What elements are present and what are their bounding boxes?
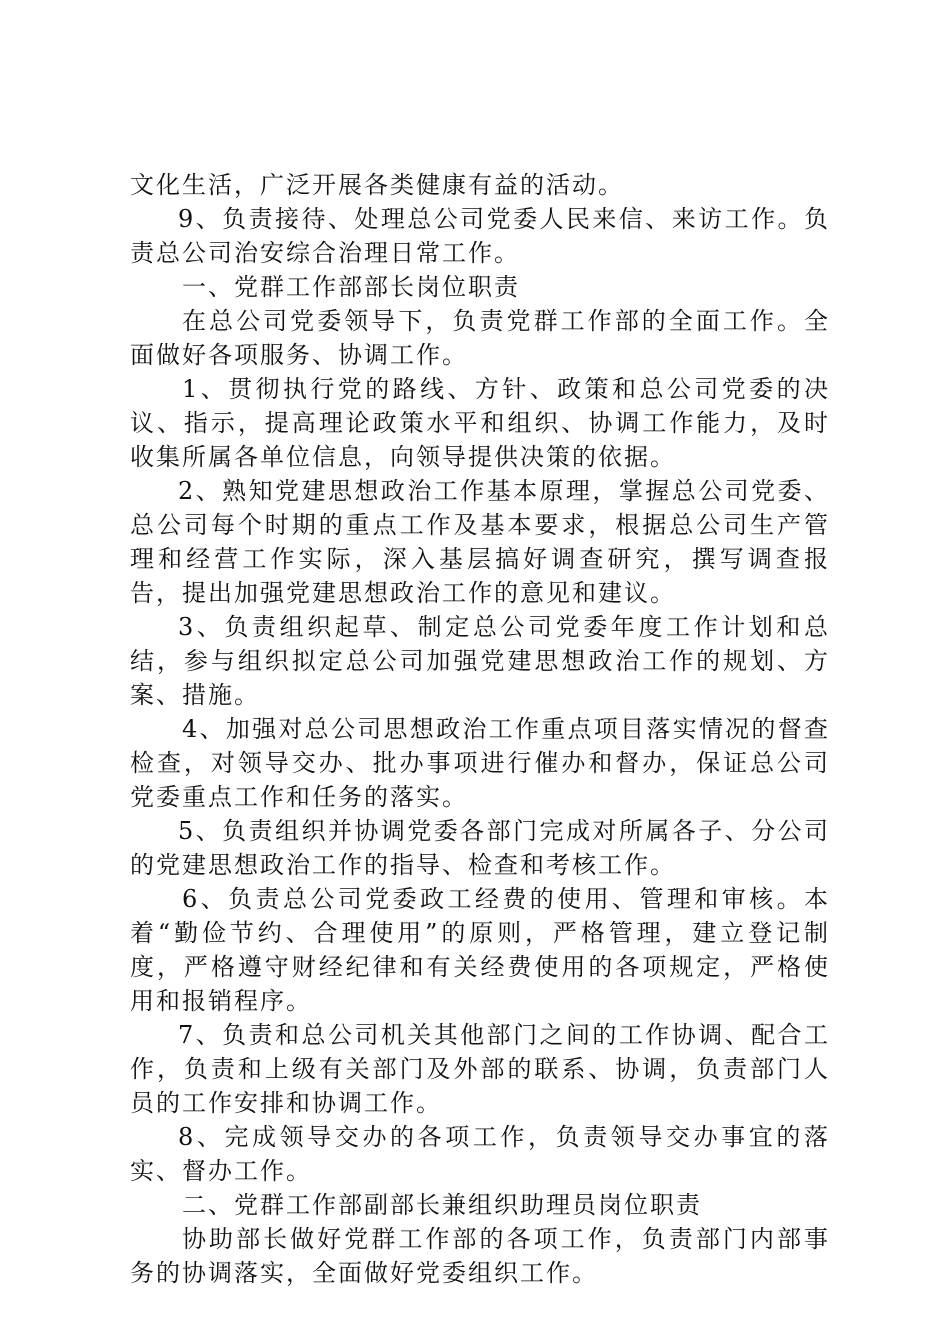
paragraph-duty-5: 5、负责组织并协调党委各部门完成对所属各子、分公司的党建思想政治工作的指导、检查和考核工作。 [130,817,830,879]
document-body [130,168,830,1290]
paragraph-continuation: 文化生活，广泛开展各类健康有益的活动。 [130,171,624,199]
paragraph-duty-3: 3、负责组织起草、制定总公司党委年度工作计划和总结，参与组织拟定总公司加强党建思想政治工作的规划、方案、措施。 [130,613,830,709]
paragraph-duty-1: 1、贯彻执行党的路线、方针、政策和总公司党委的决议、指示，提高理论政策水平和组织、协调工作能力，及时收集所属各单位信息，向领导提供决策的依据。 [130,375,830,471]
paragraph-duty-2: 2、熟知党建思想政治工作基本原理，掌握总公司党委、总公司每个时期的重点工作及基本要求，根据总公司生产管理和经营工作实际，深入基层搞好调查研究，撰写调查报告，提出加强党建思想政治工作的意见和建议。 [130,477,830,607]
section-heading-2: 二、党群工作部副部长兼组织助理员岗位职责 [182,1191,702,1219]
section-heading-1: 一、党群工作部部长岗位职责 [182,273,520,301]
paragraph-intro-2: 协助部长做好党群工作部的各项工作，负责部门内部事务的协调落实，全面做好党委组织工作。 [130,1225,830,1287]
paragraph-item-9: 9、负责接待、处理总公司党委人民来信、来访工作。负责总公司治安综合治理日常工作。 [130,205,830,267]
paragraph-duty-7: 7、负责和总公司机关其他部门之间的工作协调、配合工作，负责和上级有关部门及外部的联系、协调，负责部门人员的工作安排和协调工作。 [130,1021,830,1117]
paragraph-duty-6: 6、负责总公司党委政工经费的使用、管理和审核。本着“勤俭节约、合理使用”的原则，严格管理，建立登记制度，严格遵守财经纪律和有关经费使用的各项规定，严格使用和报销程序。 [130,885,830,1015]
paragraph-duty-8: 8、完成领导交办的各项工作，负责领导交办事宜的落实、督办工作。 [130,1123,830,1185]
paragraph-intro-1: 在总公司党委领导下，负责党群工作部的全面工作。全面做好各项服务、协调工作。 [130,307,830,369]
paragraph-duty-4: 4、加强对总公司思想政治工作重点项目落实情况的督查检查，对领导交办、批办事项进行催办和督办，保证总公司党委重点工作和任务的落实。 [130,715,830,811]
